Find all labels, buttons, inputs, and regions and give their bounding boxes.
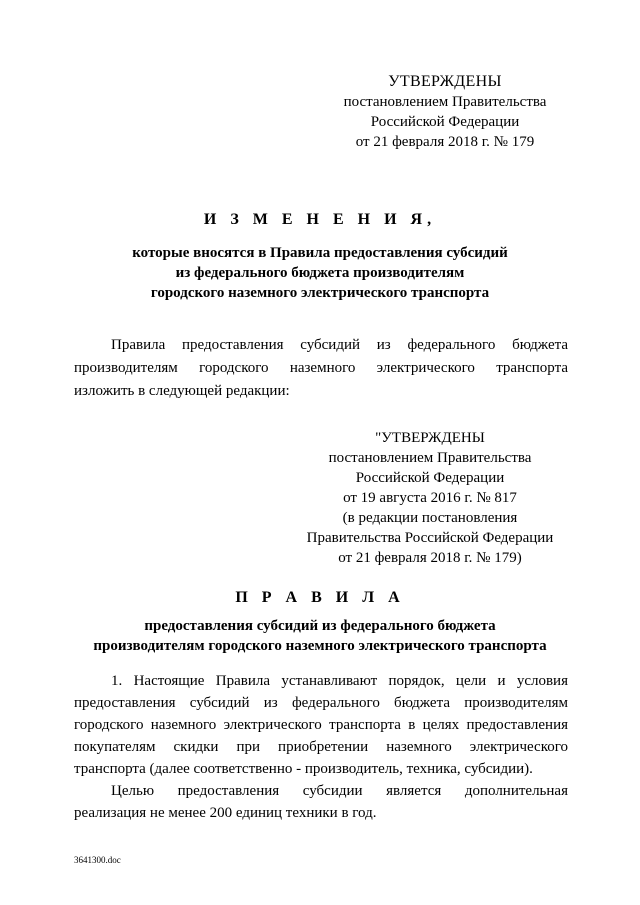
approval-line: от 21 февраля 2018 г. № 179 [355,134,535,150]
paragraph-1-line: городского наземного электрического транспорта в целях предоставления [74,717,568,733]
document-footer: 3641300.doc [74,855,121,865]
changes-subtitle [0,243,640,303]
quoted-approval-line: Российской Федерации [355,470,505,486]
approval-block [330,72,560,152]
subtitle-line: предоставления субсидий из федерального бюджета [144,618,496,634]
quoted-approval-line: от 19 августа 2016 г. № 817 [343,490,517,506]
paragraph-1-line: 1. Настоящие Правила устанавливают порядок, цели и условия [111,673,568,689]
paragraph-2-line: реализация не менее 200 единиц техники в год. [74,805,377,821]
paragraph-1-line: транспорта (далее соответственно - производитель, техника, субсидии). [74,761,533,777]
approval-heading: УТВЕРЖДЕНЫ [388,73,502,90]
intro-line: изложить в следующей редакции: [74,383,290,399]
rules-subtitle [0,616,640,656]
quoted-approval-line: Правительства Российской Федерации [306,530,554,546]
quoted-approval-heading: "УТВЕРЖДЕНЫ [375,430,485,446]
quoted-approval-line: постановлением Правительства [328,450,532,466]
subtitle-line: которые вносятся в Правила предоставления субсидий [132,245,508,261]
subtitle-line: из федерального бюджета производителям [175,265,465,281]
quoted-approval-block [280,428,580,568]
quoted-approval-line: (в редакции постановления [342,510,518,526]
subtitle-line: производителям городского наземного электрического транспорта [93,638,547,654]
approval-line: Российской Федерации [370,114,520,130]
rules-title: П Р А В И Л А [235,589,405,606]
quoted-approval-line: от 21 февраля 2018 г. № 179) [338,550,522,566]
paragraph-2-line: Целью предоставления субсидии является дополнительная [111,783,568,799]
subtitle-line: городского наземного электрического транспорта [150,285,490,301]
changes-title: И З М Е Н Е Н И Я, [203,211,437,228]
approval-line: постановлением Правительства [343,94,547,110]
intro-line: Правила предоставления субсидий из федерального бюджета [111,337,568,353]
paragraph-1-line: предоставления субсидий из федерального бюджета производителям [74,695,568,711]
paragraph-1-line: покупателям скидки при приобретении наземного электрического [74,739,568,755]
intro-line: производителям городского наземного электрического транспорта [74,360,568,376]
